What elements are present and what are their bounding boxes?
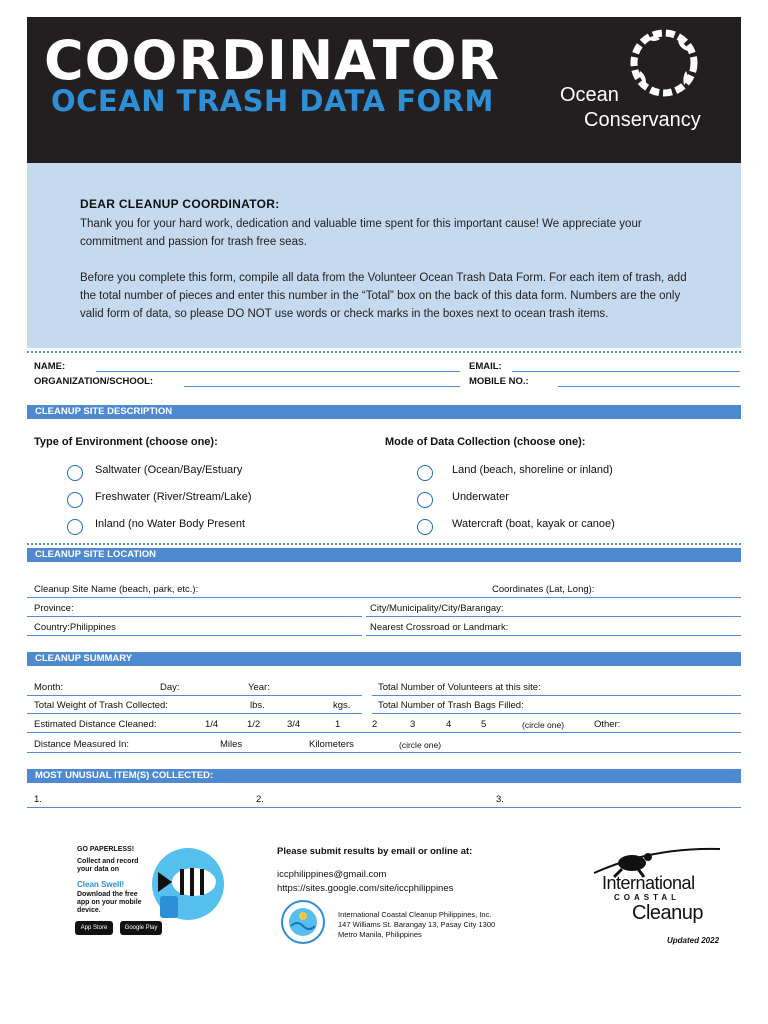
radio-watercraft[interactable] bbox=[417, 519, 433, 535]
section-bar-unusual-items: MOST UNUSUAL ITEM(S) COLLECTED: bbox=[27, 769, 741, 783]
option-underwater: Underwater bbox=[452, 491, 509, 503]
section-bar-cleanup-summary: CLEANUP SUMMARY bbox=[27, 652, 741, 666]
mobile-field[interactable] bbox=[558, 386, 740, 387]
crossroad-field[interactable] bbox=[366, 635, 741, 636]
province-field[interactable] bbox=[27, 616, 362, 617]
kilometers-option[interactable]: Kilometers bbox=[309, 739, 354, 750]
site-name-field[interactable] bbox=[27, 597, 741, 598]
icc-philippines-seal-icon bbox=[281, 900, 325, 944]
divider-dotted bbox=[27, 543, 741, 545]
distance-option-three-quarter[interactable]: 3/4 bbox=[287, 719, 301, 730]
circle-one-note: (circle one) bbox=[522, 720, 565, 730]
unusual-item-2-label: 2. bbox=[256, 794, 264, 805]
ocean-conservancy-logo-icon bbox=[628, 27, 700, 99]
option-freshwater: Freshwater (River/Stream/Lake) bbox=[95, 491, 252, 503]
unusual-item-1-label: 1. bbox=[34, 794, 42, 805]
year-label: Year: bbox=[248, 682, 270, 693]
submit-heading: Please submit results by email or online at: bbox=[277, 846, 473, 857]
organization-label: ORGANIZATION/SCHOOL: bbox=[34, 376, 154, 387]
unusual-items-field[interactable] bbox=[27, 807, 741, 808]
form-subtitle: OCEAN TRASH DATA FORM bbox=[51, 84, 494, 118]
other-label: Other: bbox=[594, 719, 621, 730]
clean-swell-text: Clean Swell! bbox=[77, 880, 125, 889]
measured-field[interactable] bbox=[27, 752, 741, 753]
distance-option-2[interactable]: 2 bbox=[372, 719, 378, 730]
option-watercraft: Watercraft (boat, kayak or canoe) bbox=[452, 518, 615, 530]
intro-heading: DEAR CLEANUP COORDINATOR: bbox=[80, 197, 280, 211]
email-field[interactable] bbox=[512, 371, 740, 372]
distance-option-3[interactable]: 3 bbox=[410, 719, 416, 730]
app-store-badge[interactable]: App Store bbox=[75, 921, 113, 935]
divider-dotted bbox=[27, 351, 741, 353]
name-label: NAME: bbox=[34, 361, 66, 372]
mobile-label: MOBILE NO.: bbox=[469, 376, 529, 387]
weight-label: Total Weight of Trash Collected: bbox=[34, 700, 168, 711]
country-label: Country:Philippines bbox=[34, 622, 116, 633]
unusual-item-3-label: 3. bbox=[496, 794, 504, 805]
paperless-heading: GO PAPERLESS! bbox=[77, 846, 135, 853]
distance-option-5[interactable]: 5 bbox=[481, 719, 487, 730]
site-name-label: Cleanup Site Name (beach, park, etc.): bbox=[34, 584, 199, 595]
email-label: EMAIL: bbox=[469, 361, 502, 372]
radio-underwater[interactable] bbox=[417, 492, 433, 508]
weight-field[interactable] bbox=[27, 713, 362, 714]
volunteers-label: Total Number of Volunteers at this site: bbox=[378, 682, 541, 693]
kgs-label: kgs. bbox=[333, 700, 351, 711]
submit-email-link[interactable]: iccphilippines@gmail.com bbox=[277, 869, 387, 880]
section-bar-site-description: CLEANUP SITE DESCRIPTION bbox=[27, 405, 741, 419]
city-label: City/Municipality/City/Barangay: bbox=[370, 603, 504, 614]
submit-url-link[interactable]: https://sites.google.com/site/iccphilippines bbox=[277, 883, 454, 894]
province-label: Province: bbox=[34, 603, 74, 614]
fish-app-icon bbox=[150, 846, 226, 922]
distance-option-quarter[interactable]: 1/4 bbox=[205, 719, 219, 730]
miles-option[interactable]: Miles bbox=[220, 739, 243, 750]
date-field[interactable] bbox=[27, 695, 362, 696]
city-field[interactable] bbox=[366, 616, 741, 617]
intro-paragraph-1: Thank you for your hard work, dedication and valuable time spent for this important cause! We appreciate your commitment and passion for trash free seas. bbox=[80, 218, 642, 248]
volunteers-field[interactable] bbox=[372, 695, 741, 696]
coordinates-label: Coordinates (Lat, Long): bbox=[492, 584, 595, 595]
org-address-text: 147 Williams St. Barangay 13, Pasay City 1300 bbox=[338, 920, 496, 929]
intro-panel bbox=[27, 163, 741, 348]
radio-inland[interactable] bbox=[67, 519, 83, 535]
google-play-badge[interactable]: Google Play bbox=[120, 921, 162, 935]
option-inland: Inland (no Water Body Present bbox=[95, 518, 246, 530]
circle-one-note: (circle one) bbox=[399, 740, 442, 750]
measured-label: Distance Measured In: bbox=[34, 739, 130, 750]
icc-international-text: International bbox=[602, 873, 695, 893]
distance-option-half[interactable]: 1/2 bbox=[247, 719, 261, 730]
paperless-collect-text: Collect and record your data on bbox=[77, 858, 139, 873]
organization-field[interactable] bbox=[184, 386, 460, 387]
updated-text: Updated 2022 bbox=[667, 936, 720, 945]
bags-label: Total Number of Trash Bags Filled: bbox=[378, 700, 524, 711]
mode-title: Mode of Data Collection (choose one): bbox=[385, 436, 586, 448]
logo-text-conservancy: Conservancy bbox=[584, 109, 701, 131]
paperless-download-text: Download the free app on your mobile device. bbox=[77, 891, 142, 914]
bags-field[interactable] bbox=[372, 713, 741, 714]
option-saltwater: Saltwater (Ocean/Bay/Estuary bbox=[95, 464, 243, 476]
org-city-text: Metro Manila, Philippines bbox=[338, 930, 422, 939]
month-label: Month: bbox=[34, 682, 64, 693]
environment-title: Type of Environment (choose one): bbox=[34, 436, 218, 448]
radio-land[interactable] bbox=[417, 465, 433, 481]
distance-label: Estimated Distance Cleaned: bbox=[34, 719, 157, 730]
distance-option-4[interactable]: 4 bbox=[446, 719, 452, 730]
section-bar-site-location: CLEANUP SITE LOCATION bbox=[27, 548, 741, 562]
name-field[interactable] bbox=[96, 371, 460, 372]
day-label: Day: bbox=[160, 682, 180, 693]
icc-coastal-text: COASTAL bbox=[614, 893, 681, 902]
radio-freshwater[interactable] bbox=[67, 492, 83, 508]
country-field[interactable] bbox=[27, 635, 362, 636]
option-land: Land (beach, shoreline or inland) bbox=[452, 464, 613, 476]
org-name-text: International Coastal Cleanup Philippines, Inc. bbox=[338, 910, 492, 919]
crossroad-label: Nearest Crossroad or Landmark: bbox=[370, 622, 509, 633]
logo-text-ocean: Ocean bbox=[560, 84, 619, 106]
intro-paragraph-2: Before you complete this form, compile all data from the Volunteer Ocean Trash Data Form. For each item of trash, add the total number of pieces and enter this number in the “Total” box on the back of this data form. Numbers are the only valid form of data, so please DO NOT use words or check marks in the boxes next to ocean trash items. bbox=[80, 272, 687, 320]
distance-field[interactable] bbox=[27, 732, 741, 733]
form-title: COORDINATOR bbox=[44, 29, 501, 92]
distance-option-1[interactable]: 1 bbox=[335, 719, 341, 730]
lbs-label: lbs. bbox=[250, 700, 265, 711]
radio-saltwater[interactable] bbox=[67, 465, 83, 481]
icc-cleanup-text: Cleanup bbox=[632, 902, 704, 924]
